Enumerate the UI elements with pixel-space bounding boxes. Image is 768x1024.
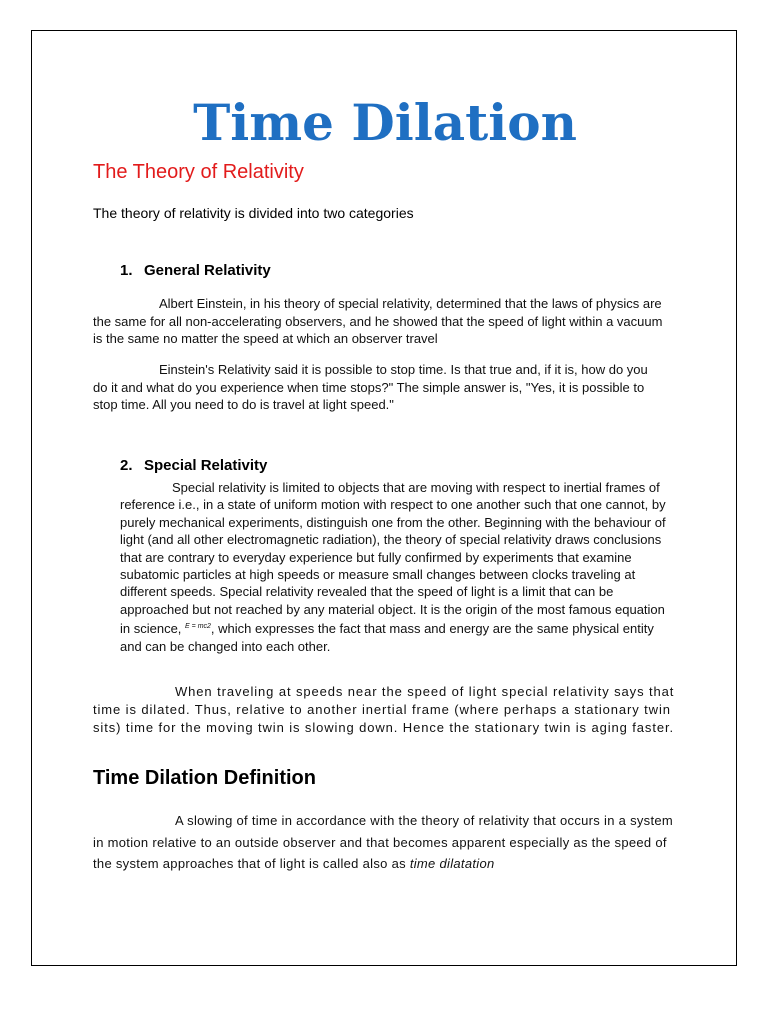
- definition-heading: Time Dilation Definition: [93, 767, 316, 789]
- section2-heading-text: Special Relativity: [144, 457, 268, 474]
- intro-text: The theory of relativity is divided into two categories: [93, 205, 414, 221]
- section2-number: 2.: [120, 457, 133, 474]
- section2-paragraph-2: When traveling at speeds near the speed of light special relativity says that time is dilated. Thus, relative to another inertial frame (where perhaps a stationary twin sits) time for the moving twin is slowing down. Hence the stationary twin is aging faster.: [93, 684, 675, 735]
- document-page: [31, 30, 737, 966]
- document-subtitle: The Theory of Relativity: [93, 161, 304, 183]
- section1-number: 1.: [120, 262, 133, 279]
- definition-paragraph: A slowing of time in accordance with the theory of relativity that occurs in a system in motion relative to an outside observer and that becomes apparent especially as the speed of the system approaches that of light is called also as time dilatation: [93, 813, 674, 871]
- section2-heading: [120, 457, 267, 474]
- section1-heading-text: General Relativity: [144, 262, 271, 279]
- section1-heading: [120, 262, 271, 279]
- section1-paragraph-2: Einstein's Relativity said it is possible to stop time. Is that true and, if it is, how do you do it and what do you experience when time stops?" The simple answer is, "Yes, it is possible to stop time. All you need to do is travel at light speed.": [93, 362, 648, 412]
- section1-paragraph-1: Albert Einstein, in his theory of special relativity, determined that the laws of physics are the same for all non-accelerating observers, and he showed that the speed of light within a vacuum is the same no matter the speed at which an observer travel: [93, 296, 663, 346]
- equation: E = mc2: [185, 623, 211, 631]
- section2-paragraph-1: Special relativity is limited to objects that are moving with respect to inertial frames of reference i.e., in a state of uniform motion with respect to one another such that one cannot, by purely mechanical experiments, distinguish one from the other. Beginning with the behaviour of light (and all other electromagnetic radiation), the theory of special relativity draws conclusions that are contrary to everyday experience but fully confirmed by experiments that examine subatomic particles at high speeds or measure small changes between clocks traveling at different speeds. Special relativity revealed that the speed of light is a limit that can be approached but not reached by any material object. It is the origin of the most famous equation in science, $^{E = mc2}$, which expresses the fact that mass and energy are the same physical entity and can be changed into each other.: [120, 480, 666, 654]
- definition-term: time dilatation: [409, 856, 495, 871]
- document-title: Time Dilation: [193, 93, 577, 152]
